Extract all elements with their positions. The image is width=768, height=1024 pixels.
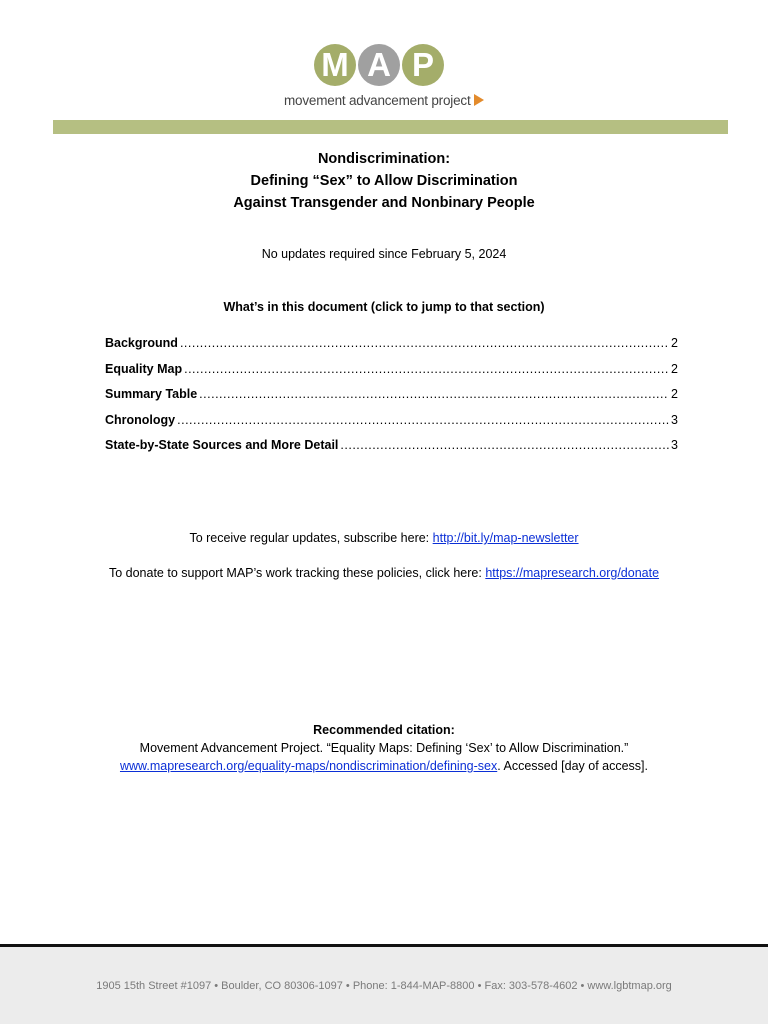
toc-item-page: 2 xyxy=(671,361,678,376)
subscribe-line xyxy=(0,531,768,545)
page-footer xyxy=(0,947,768,1024)
recommended-citation xyxy=(0,721,768,775)
toc-leader-dots xyxy=(180,336,669,350)
toc-item-label: Equality Map xyxy=(105,361,183,376)
logo-letters xyxy=(314,44,446,90)
logo-letter-m: M xyxy=(314,44,356,86)
citation-line-1: Movement Advancement Project. “Equality Maps: Defining ‘Sex’ to Allow Discrimination.” xyxy=(139,741,629,755)
toc-item-background[interactable] xyxy=(105,336,678,362)
toc-item-label: Summary Table xyxy=(105,387,198,401)
footer-contact-info: 1905 15th Street #1097 • Boulder, CO 80306-1097 • Phone: 1-844-MAP-8800 • Fax: 303-578-4602 • www.lgbtmap.org xyxy=(96,980,672,992)
toc-item-label: Background xyxy=(105,336,178,350)
toc-leader-dots xyxy=(177,413,669,427)
donate-link[interactable]: https://mapresearch.org/donate xyxy=(485,566,660,580)
toc-item-state-sources[interactable] xyxy=(105,438,678,464)
toc-heading: What’s in this document (click to jump to that section) xyxy=(223,300,545,314)
toc-leader-dots xyxy=(199,387,669,401)
donate-text: To donate to support MAP’s work tracking these policies, click here: xyxy=(108,566,486,580)
update-status: No updates required since February 5, 2024 xyxy=(261,247,507,261)
donate-line xyxy=(0,566,768,580)
toc-item-summary-table[interactable] xyxy=(105,387,678,413)
title-line-1: Nondiscrimination: xyxy=(317,151,451,167)
logo-tagline xyxy=(284,93,484,108)
citation-line-2 xyxy=(0,757,768,775)
logo-letter-a: A xyxy=(358,44,400,86)
toc-item-chronology[interactable] xyxy=(105,413,678,439)
subscribe-text: To receive regular updates, subscribe here: xyxy=(189,531,433,545)
logo-tagline-text: movement advancement project xyxy=(284,93,471,108)
document-title xyxy=(0,148,768,214)
play-triangle-icon xyxy=(474,94,484,106)
toc-leader-dots xyxy=(184,362,669,376)
citation-suffix: . Accessed [day of access]. xyxy=(497,759,649,773)
citation-heading: Recommended citation: xyxy=(313,723,455,737)
title-line-3: Against Transgender and Nonbinary People xyxy=(233,195,535,211)
title-line-2: Defining “Sex” to Allow Discrimination xyxy=(250,173,518,189)
toc-item-page: 3 xyxy=(671,412,678,427)
toc-leader-dots xyxy=(340,438,669,452)
newsletter-link[interactable]: http://bit.ly/map-newsletter xyxy=(432,531,579,545)
citation-link[interactable]: www.mapresearch.org/equality-maps/nondiscrimination/defining-sex xyxy=(119,759,498,773)
toc-item-page: 3 xyxy=(671,438,678,452)
table-of-contents xyxy=(105,336,678,464)
toc-item-page: 2 xyxy=(671,336,678,350)
header-divider-bar xyxy=(53,120,728,134)
toc-item-equality-map[interactable] xyxy=(105,362,678,388)
toc-item-page: 2 xyxy=(671,387,678,401)
map-logo xyxy=(282,44,492,114)
toc-item-label: State-by-State Sources and More Detail xyxy=(105,438,339,452)
toc-item-label: Chronology xyxy=(105,412,176,427)
logo-letter-p: P xyxy=(402,44,444,86)
